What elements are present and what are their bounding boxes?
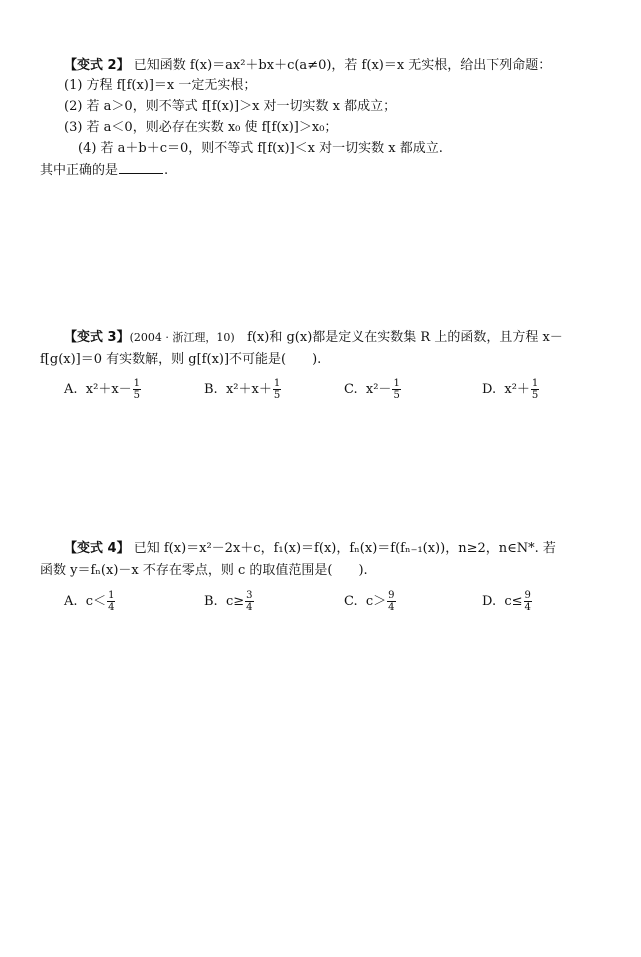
problem2-item-2: (2) 若 a＞0，则不等式 f[f(x)]＞x 对一切实数 x 都成立；	[64, 99, 397, 114]
problem3-option-b[interactable]	[204, 378, 282, 401]
problem4-line1	[64, 541, 556, 557]
problem3-source: (2004 · 浙江理，10)	[129, 331, 235, 344]
option-label: A.	[64, 594, 78, 609]
problem2-stem: 已知函数 f(x)＝ax²＋bx＋c(a≠0)，若 f(x)＝x 无实根，给出下列命题：	[133, 58, 552, 73]
problem3-option-c[interactable]	[344, 378, 402, 401]
fraction: $\frac{9}{4}$	[524, 590, 531, 613]
fraction: $\frac{3}{4}$	[246, 590, 253, 613]
problem3-option-a[interactable]	[64, 378, 142, 401]
problem3-tag: 【变式 3】	[64, 330, 130, 345]
problem3-text1: f(x)和 g(x)都是定义在实数集 R 上的函数，且方程 x－	[247, 330, 563, 345]
option-expr: c≥	[225, 594, 245, 609]
problem2-tag: 【变式 2】	[64, 58, 130, 73]
problem2-item-4: (4) 若 a＋b＋c＝0，则不等式 f[f(x)]＜x 对一切实数 x 都成立.	[78, 141, 443, 156]
fraction: $\frac{1}{5}$	[531, 378, 539, 401]
fraction: $\frac{1}{5}$	[133, 378, 141, 401]
option-label: C.	[344, 382, 358, 397]
option-expr: c≤	[504, 594, 523, 609]
problem3-option-d[interactable]	[482, 378, 540, 401]
problem2-stem-line	[64, 58, 551, 74]
option-expr: x²＋x＋	[225, 382, 272, 397]
option-expr: x²＋	[504, 382, 530, 397]
problem2-item-1: (1) 方程 f[f(x)]＝x 一定无实根；	[64, 78, 257, 93]
problem2-item-3: (3) 若 a＜0，则必存在实数 x₀ 使 f[f(x)]＞x₀；	[64, 120, 338, 135]
fraction: $\frac{1}{4}$	[108, 590, 115, 613]
option-label: D.	[482, 382, 497, 397]
option-expr: x²－	[365, 382, 392, 397]
option-expr: x²＋x－	[85, 382, 132, 397]
problem4-line2: 函数 y＝fₙ(x)－x 不存在零点，则 c 的取值范围是( ).	[40, 563, 368, 578]
problem4-tag: 【变式 4】	[64, 541, 130, 556]
problem4-option-d[interactable]	[482, 590, 533, 613]
option-label: B.	[204, 382, 218, 397]
option-label: B.	[204, 594, 218, 609]
problem3-line2: f[g(x)]＝0 有实数解，则 g[f(x)]不可能是( ).	[40, 352, 322, 367]
answer-blank	[119, 162, 163, 174]
problem2-question-text: 其中正确的是	[40, 163, 119, 178]
problem4-option-b[interactable]	[204, 590, 255, 613]
problem4-option-a[interactable]	[64, 590, 116, 613]
problem2-question	[40, 162, 168, 179]
option-expr: c＜	[85, 594, 107, 609]
fraction: $\frac{9}{4}$	[388, 590, 395, 613]
option-label: C.	[344, 594, 358, 609]
option-label: A.	[64, 382, 78, 397]
problem4-text1: 已知 f(x)＝x²－2x＋c，f₁(x)＝f(x)，fₙ(x)＝f(fₙ₋₁(x))，n≥2，n∈N*. 若	[133, 541, 556, 556]
fraction: $\frac{1}{5}$	[273, 378, 281, 401]
problem4-option-c[interactable]	[344, 590, 397, 613]
fraction: $\frac{1}{5}$	[393, 378, 400, 401]
option-label: D.	[482, 594, 497, 609]
problem3-line1	[64, 330, 563, 346]
problem2-question-end: .	[164, 163, 169, 178]
option-expr: c＞	[365, 594, 387, 609]
